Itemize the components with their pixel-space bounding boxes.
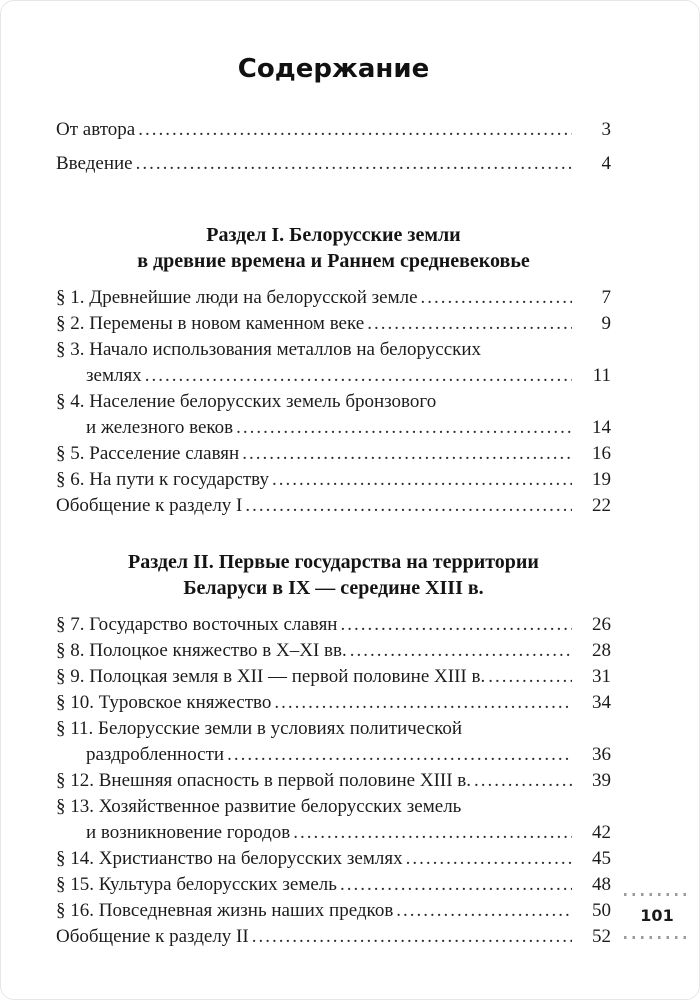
toc-entry-text: Обобщение к разделу I — [56, 495, 243, 516]
toc-entry-page: 4 — [601, 153, 611, 174]
toc-entry-text: § 14. Христианство на белорусских землях — [56, 848, 403, 869]
dot-leader — [136, 147, 572, 181]
section-heading-line: Раздел I. Белорусские земли — [206, 224, 461, 246]
toc-entry-page: 7 — [601, 287, 611, 308]
toc-entry-text: § 10. Туровское княжество — [56, 692, 272, 713]
toc-entry-row — [56, 794, 611, 820]
toc-entry-text: § 16. Повседневная жизнь наших предков — [56, 900, 394, 921]
dots-top-divider — [624, 893, 690, 896]
toc-entry-text: § 7. Государство восточных славян — [56, 614, 338, 635]
toc-entry-row — [56, 716, 611, 742]
toc-entry-page: 36 — [592, 744, 611, 765]
toc-entry-text: § 9. Полоцкая земля в XII — первой половине XIII в. — [56, 666, 486, 687]
dots-bottom-divider — [624, 936, 690, 939]
toc-entry-row — [56, 467, 611, 493]
toc-entry-row — [56, 441, 611, 467]
toc-entry-text: § 12. Внешняя опасность в первой половине XIII в. — [56, 770, 472, 791]
toc-entry-page: 28 — [592, 640, 611, 661]
toc-entry-page: 3 — [601, 119, 611, 140]
toc-entry-page: 19 — [592, 469, 611, 490]
dot-leader — [488, 664, 572, 690]
dot-leader — [236, 415, 572, 441]
toc-entry-row — [56, 389, 611, 415]
toc-entry-text: От автора — [56, 119, 136, 140]
toc-entry-text: § 13. Хозяйственное развитие белорусских земель — [56, 796, 462, 817]
toc-entry-page: 45 — [592, 848, 611, 869]
toc-entry-page: 48 — [592, 874, 611, 895]
page-title: Содержание — [237, 54, 430, 84]
page-number: 101 — [640, 906, 674, 925]
toc-entry-page: 11 — [592, 365, 611, 386]
toc-entry-page: 34 — [592, 692, 611, 713]
toc-entry-row — [56, 612, 611, 638]
toc-entry-text: § 15. Культура белорусских земель — [56, 874, 337, 895]
section-heading-line: Раздел II. Первые государства на территории — [128, 551, 539, 573]
toc-entry-page: 22 — [592, 495, 611, 516]
toc-entry-row — [56, 285, 611, 311]
toc-entry-page: 16 — [592, 443, 611, 464]
toc-entry-page: 39 — [592, 770, 611, 791]
toc-entry-page: 52 — [592, 926, 611, 947]
toc-entry-row — [56, 638, 611, 664]
toc-entry-row — [56, 690, 611, 716]
section-heading-line: в древние времена и Раннем средневековье — [137, 250, 530, 272]
toc-entry-row — [56, 872, 611, 898]
toc-entry-row — [56, 768, 611, 794]
dot-leader — [367, 311, 572, 337]
dot-leader — [421, 285, 572, 311]
section-heading — [56, 549, 611, 601]
toc-entry-row — [56, 898, 611, 924]
toc-entry-text: раздробленности — [86, 744, 225, 765]
dot-leader — [242, 441, 572, 467]
toc-entry-text: § 1. Древнейшие люди на белорусской земле — [56, 287, 418, 308]
toc-entry-text: § 5. Расселение славян — [56, 443, 240, 464]
toc-entry-row — [56, 924, 611, 950]
toc-entry-text: § 11. Белорусские земли в условиях политической — [56, 718, 463, 739]
toc-entry-text: § 2. Перемены в новом каменном веке — [56, 313, 365, 334]
toc-entry-row — [56, 820, 611, 846]
toc-entry-row — [56, 113, 611, 147]
toc-section — [56, 222, 611, 519]
toc-entry-text: Обобщение к разделу II — [56, 926, 249, 947]
dot-leader — [474, 768, 572, 794]
dot-leader — [245, 493, 572, 519]
toc-entry-text: § 6. На пути к государству — [56, 469, 269, 490]
toc-entry-row — [56, 664, 611, 690]
toc-entry-text: Введение — [56, 153, 133, 174]
toc-entry-row — [56, 742, 611, 768]
toc-entry-page: 9 — [601, 313, 611, 334]
toc-entry-row — [56, 415, 611, 441]
toc-entry-text: и возникновение городов — [86, 822, 291, 843]
dot-leader — [293, 820, 572, 846]
toc-entry-page: 14 — [592, 417, 611, 438]
toc-entry-text: § 4. Население белорусских земель бронзового — [56, 391, 437, 412]
toc-entry-row — [56, 147, 611, 181]
toc-intro — [56, 113, 611, 181]
section-heading — [56, 222, 611, 274]
dot-leader — [396, 898, 572, 924]
page-corner-marker — [620, 893, 694, 939]
toc-section — [56, 549, 611, 950]
dot-leader — [145, 363, 572, 389]
dot-leader — [340, 612, 572, 638]
toc-entry-text: землях — [86, 365, 142, 386]
toc-entry-row — [56, 493, 611, 519]
toc-entry-text: и железного веков — [86, 417, 234, 438]
toc-entry-page: 42 — [592, 822, 611, 843]
dot-leader — [138, 113, 572, 147]
dot-leader — [350, 638, 572, 664]
toc-entry-row — [56, 846, 611, 872]
dot-leader — [252, 924, 572, 950]
toc-entry-text: § 3. Начало использования металлов на белорусских — [56, 339, 482, 360]
toc-entry-row — [56, 363, 611, 389]
dot-leader — [340, 872, 572, 898]
toc-entry-page: 50 — [592, 900, 611, 921]
toc-entry-page: 26 — [592, 614, 611, 635]
dot-leader — [227, 742, 572, 768]
dot-leader — [406, 846, 572, 872]
toc-entry-page: 31 — [592, 666, 611, 687]
toc-sections — [56, 222, 611, 950]
section-heading-line: Беларуси в IX — середине XIII в. — [183, 577, 484, 599]
dot-leader — [274, 690, 572, 716]
toc-entry-row — [56, 337, 611, 363]
toc-entry-row — [56, 311, 611, 337]
toc-entry-text: § 8. Полоцкое княжество в X–XI вв. — [56, 640, 347, 661]
dot-leader — [272, 467, 572, 493]
